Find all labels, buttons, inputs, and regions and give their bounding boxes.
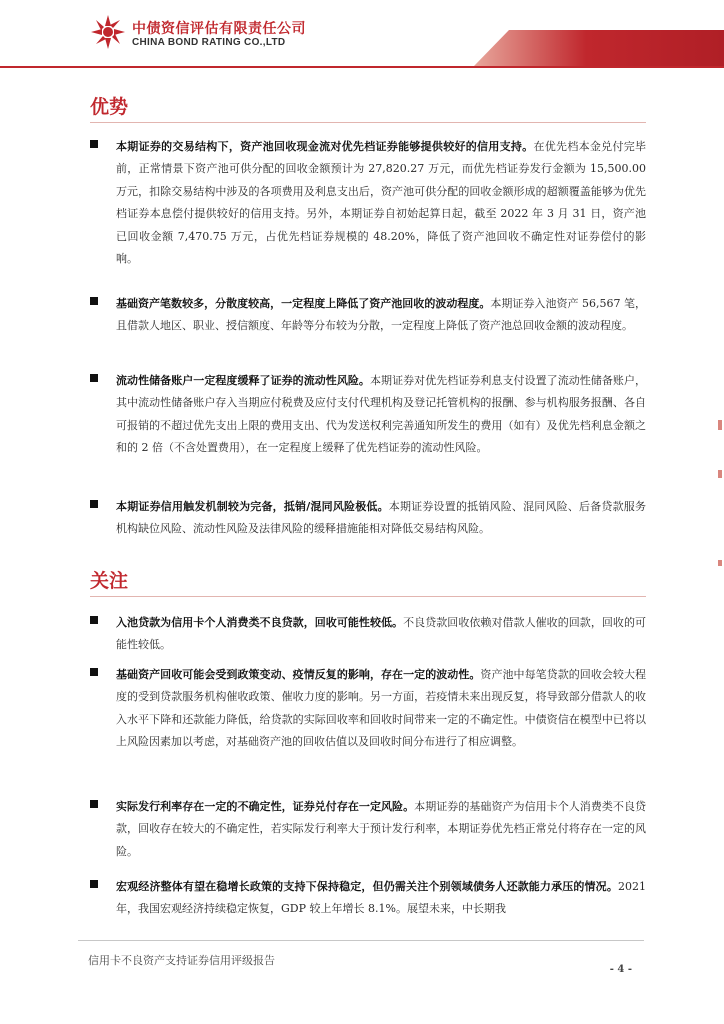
header-banner [474, 30, 724, 66]
item-lead: 入池贷款为信用卡个人消费类不良贷款，回收可能性较低。 [116, 616, 404, 629]
bullet-icon [90, 297, 98, 305]
item-text [116, 796, 646, 863]
bullet-icon [90, 668, 98, 676]
item-body: 不良贷款回收依赖对借款人催收的回款，回收的可能性较低。 [116, 616, 647, 652]
bullet-icon [90, 374, 98, 382]
item-lead: 宏观经济整体有望在稳增长政策的支持下保持稳定，但仍需关注个别领域债务人还款能力承压的情况。 [116, 880, 618, 893]
item-body: 本期证券入池资产 56,567 笔，且借款人地区、职业、授信额度、年龄等分布较为分散，一定程度上降低了资产池总回收金额的波动程度。 [116, 297, 646, 333]
section-divider [90, 122, 646, 123]
item-text [116, 370, 646, 460]
china-bond-logo-icon [90, 14, 126, 50]
page-header [0, 0, 724, 68]
item-text [116, 876, 646, 921]
item-text [116, 136, 646, 270]
item-body: 本期证券设置的抵销风险、混同风险、后备贷款服务机构缺位风险、流动性风险及法律风险的缓释措施能相对降低交易结构风险。 [116, 500, 646, 536]
scan-edge-mark [718, 560, 722, 566]
header-banner-title: 资产支持证券信用评级 [527, 10, 698, 29]
bullet-icon [90, 140, 98, 148]
bullet-icon [90, 800, 98, 808]
report-title: 信用卡不良资产支持证券信用评级报告 [88, 954, 275, 967]
section-divider [90, 596, 646, 597]
bullet-icon [90, 880, 98, 888]
scan-edge-mark [718, 470, 722, 478]
scan-edge-mark [718, 420, 722, 430]
page-number: - 4 - [609, 964, 632, 975]
header-divider [0, 66, 724, 68]
item-body: 本期证券的基础资产为信用卡个人消费类不良贷款，回收存在较大的不确定性，若实际发行利率大于预计发行利率，本期证券优先档正常兑付将存在一定的风险。 [116, 800, 647, 858]
item-lead: 基础资产回收可能会受到政策变动、疫情反复的影响，存在一定的波动性。 [116, 668, 481, 681]
item-body: 本期证券对优先档证券利息支付设置了流动性储备账户，其中流动性储备账户存入当期应付税费及应付支付代理机构及登记托管机构的报酬、参与机构服务报酬、各自可报销的不超过优先支出上限的费用支出、代为发送权利完善通知所发生的费用（如有）及优先档利息金额之和的 2 倍（不含处置费用），在一定程度上缓释了优先档证券的流动性风险。 [116, 374, 647, 455]
item-body: 在优先档本金兑付完毕前，正常情景下资产池可供分配的回收金额预计为 27,820.27 万元，而优先档证券发行金额为 15,500.00 万元，扣除交易结构中涉及的各项费用及利息支出后，资产池可供分配的回收金额形成的超额覆盖能够为优先档证券本息偿付提供较好的信用支持。另外，本期证券自初始起算日起，截至 2022 年 3 月 31 日，资产池已回收金额 7,470.75 万元，占优先档证券规模的 48.20%，降低了资产池回收不确定性对证券偿付的影响。 [116, 140, 647, 266]
section-title-concerns: 关注 [90, 570, 129, 592]
item-lead: 实际发行利率存在一定的不确定性，证券兑付存在一定风险。 [116, 800, 415, 813]
item-lead: 基础资产笔数较多，分散度较高，一定程度上降低了资产池回收的波动程度。 [116, 297, 491, 310]
item-body: 2021 年，我国宏观经济持续稳定恢复，GDP 较上年增长 8.1%。展望未来，中长期我 [116, 880, 646, 916]
company-name-en: CHINA BOND RATING CO.,LTD [132, 37, 286, 48]
item-lead: 本期证券的交易结构下，资产池回收现金流对优先档证券能够提供较好的信用支持。 [116, 140, 534, 153]
item-text [116, 496, 646, 541]
footer-divider [78, 940, 644, 941]
item-text [116, 664, 646, 754]
section-title-strengths: 优势 [90, 96, 129, 118]
company-name-cn: 中债资信评估有限责任公司 [132, 21, 306, 37]
item-lead: 流动性储备账户一定程度缓释了证券的流动性风险。 [116, 374, 370, 387]
item-lead: 本期证券信用触发机制较为完备，抵销/混同风险极低。 [116, 500, 389, 513]
item-text [116, 612, 646, 657]
bullet-icon [90, 500, 98, 508]
item-body: 资产池中每笔贷款的回收会较大程度的受到贷款服务机构催收政策、催收力度的影响。另一方面，若疫情未来出现反复，将导致部分借款人的收入水平下降和还款能力降低，给贷款的实际回收率和回收时间带来一定的不确定性。中债资信在模型中已将以上风险因素加以考虑，对基础资产池的回收估值以及回收时间分布进行了相应调整。 [116, 668, 647, 749]
bullet-icon [90, 616, 98, 624]
page-footer [0, 940, 724, 1024]
item-text [116, 293, 646, 338]
